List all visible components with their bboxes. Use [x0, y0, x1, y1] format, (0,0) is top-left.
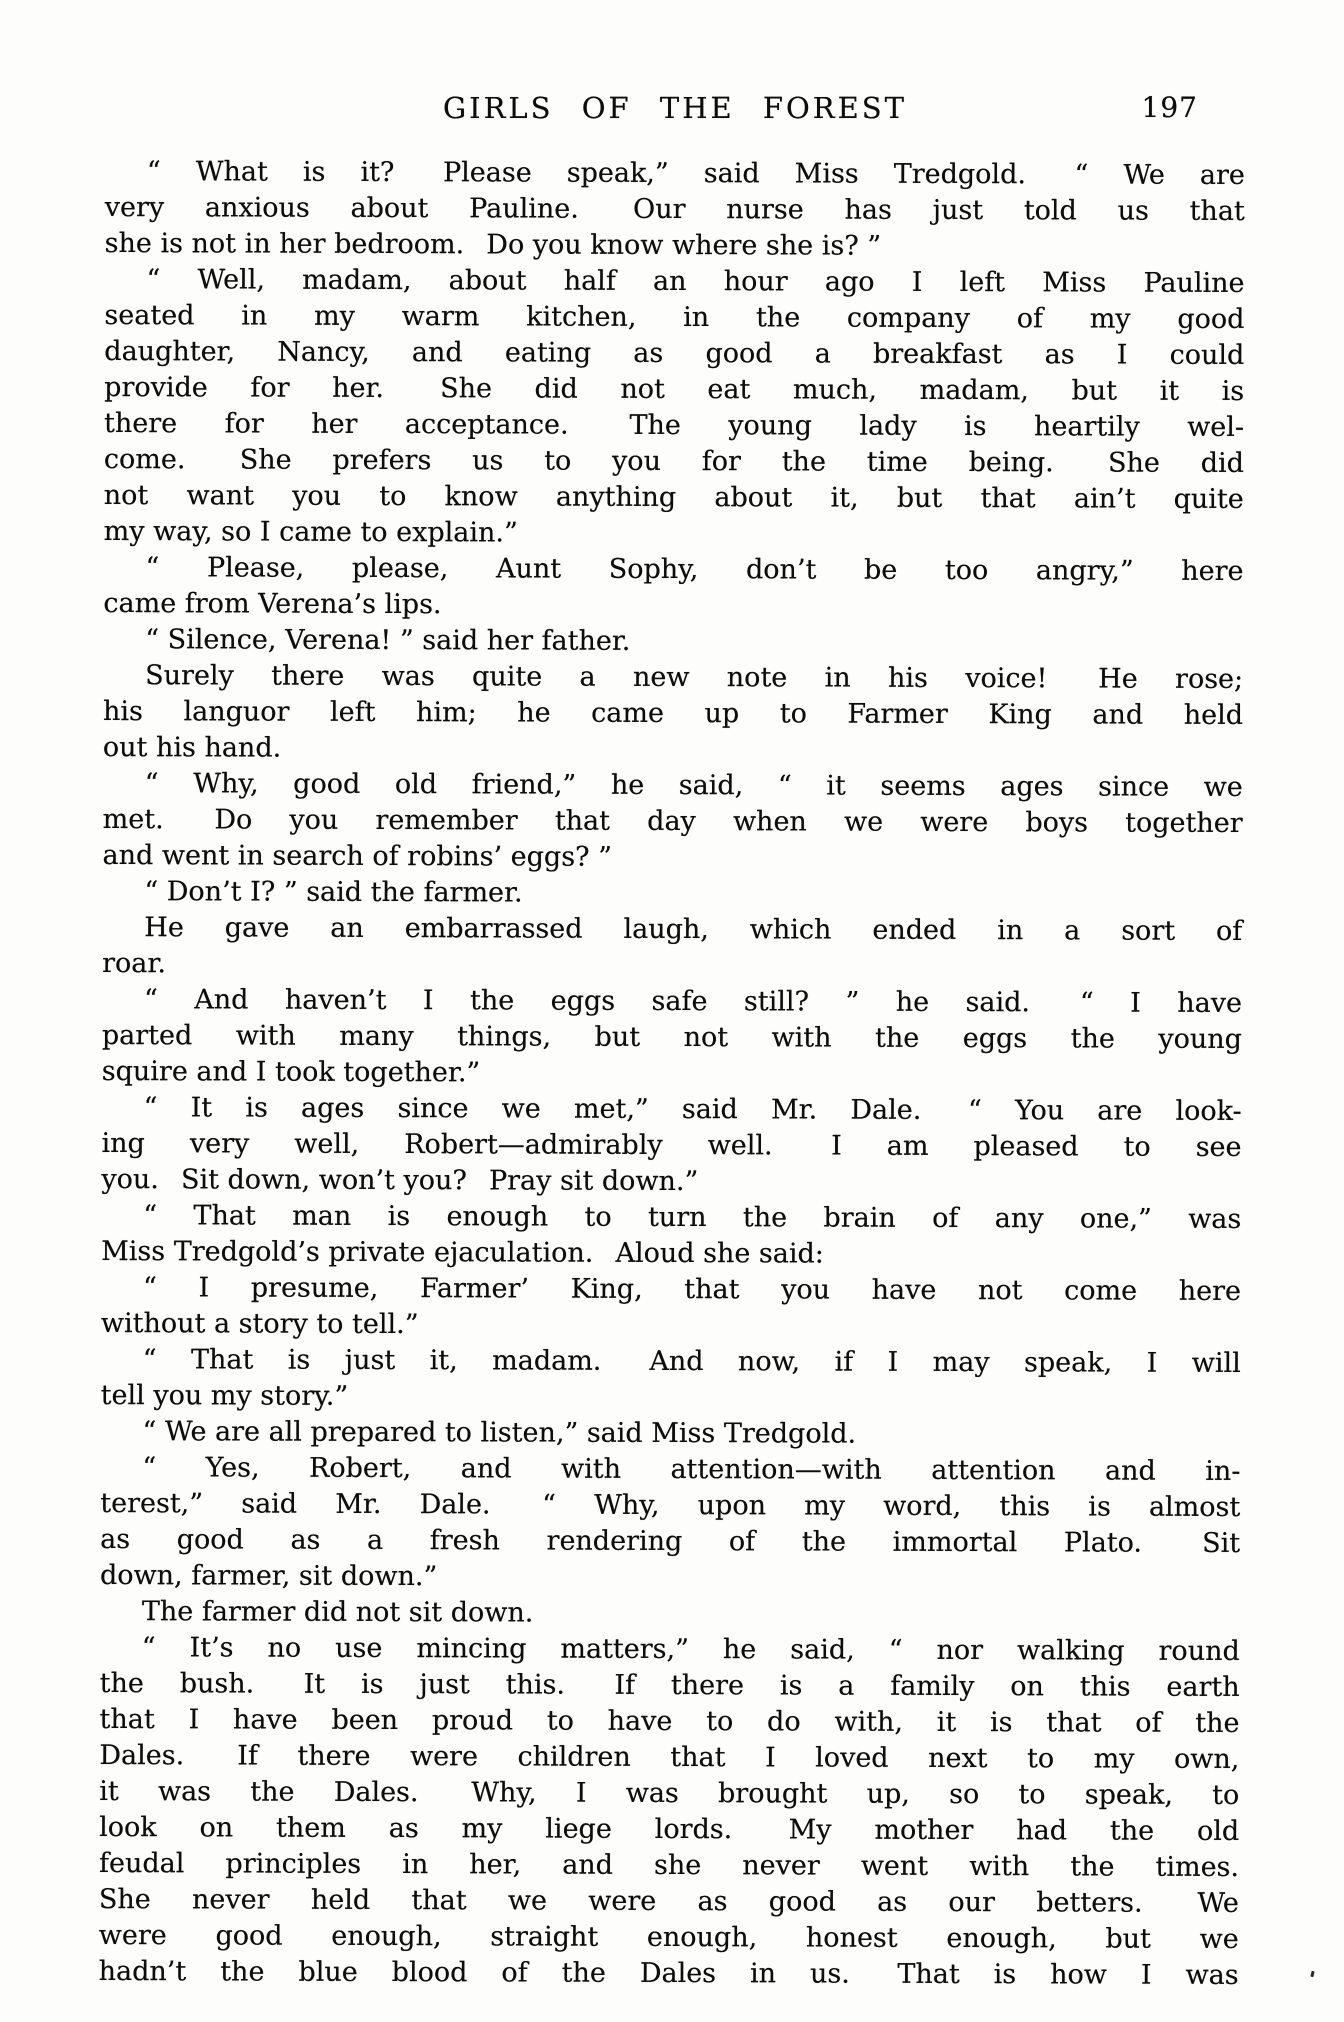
text-line: Miss Tredgold’s private ejaculation. Aloud she said: — [101, 1236, 824, 1270]
paragraph — [101, 1198, 1241, 1274]
paragraph — [103, 622, 1243, 662]
text-line: and went in search of robins’ eggs? ” — [102, 840, 612, 873]
text-line: feudal principles in her, and she never went with the times. — [98, 1848, 1240, 1883]
text-column — [99, 154, 1245, 1994]
paragraph — [100, 1594, 1240, 1634]
page-number: 197 — [1141, 91, 1198, 124]
text-line: “ Well, madam, about half an hour ago I left Miss Pauline — [146, 264, 1245, 299]
paragraph — [103, 550, 1243, 626]
text-line: parted with many things, but not with the eggs the young — [101, 1020, 1242, 1055]
text-line: you. Sit down, won’t you? Pray sit down.” — [101, 1164, 699, 1198]
text-line: “ What is it? Please speak,” said Miss Tredgold. “ We are — [146, 156, 1245, 191]
text-line: there for her acceptance. The young lady is heartily wel- — [104, 408, 1245, 443]
text-line: Surely there was quite a new note in his voice! He rose; — [145, 660, 1244, 695]
text-line: came from Verena’s lips. — [103, 588, 442, 621]
paragraph — [100, 1450, 1240, 1598]
text-line: tell you my story.” — [100, 1380, 349, 1412]
text-line: He gave an embarrassed laugh, which ended in a sort of — [144, 912, 1243, 947]
text-line: The farmer did not sit down. — [141, 1596, 534, 1629]
running-title: GIRLS OF THE FOREST — [442, 91, 908, 125]
text-line: “ That man is enough to turn the brain of any one,” was — [143, 1200, 1242, 1235]
text-line: very anxious about Pauline. Our nurse has just told us that — [104, 192, 1245, 227]
text-line: terest,” said Mr. Dale. “ Why, upon my word, this is almost — [100, 1488, 1241, 1523]
text-line: “ We are all prepared to listen,” said Miss Tredgold. — [142, 1416, 857, 1450]
text-line: daughter, Nancy, and eating as good a breakfast as I could — [104, 336, 1245, 371]
text-line: not want you to know anything about it, but that ain’t quite — [103, 480, 1244, 515]
text-line: down, farmer, sit down.” — [99, 1560, 438, 1593]
text-line: “ That is just it, madam. And now, if I may speak, I will — [142, 1344, 1241, 1379]
text-line: squire and I took together.” — [101, 1056, 481, 1089]
paragraph — [102, 982, 1242, 1094]
text-line: out his hand. — [102, 732, 282, 764]
running-header — [105, 86, 1245, 130]
text-line: “ It is ages since we met,” said Mr. Dale. “ You are look- — [143, 1092, 1242, 1127]
paragraph — [101, 1090, 1241, 1202]
text-line: his languor left him; he came up to Farmer King and held — [103, 696, 1244, 731]
text-line: were good enough, straight enough, honest enough, but we — [98, 1919, 1239, 1955]
text-line: look on them as my liege lords. My mother had the old — [99, 1812, 1240, 1847]
text-line: without a story to tell.” — [100, 1308, 419, 1341]
text-line: it was the Dales. Why, I was brought up, so to speak, to — [99, 1776, 1240, 1811]
text-line: She never held that we were as good as our betters. We — [98, 1883, 1239, 1919]
text-line: seated in my warm kitchen, in the company of my good — [104, 300, 1245, 335]
text-line: “ I presume, Farmer’ King, that you have not come here — [142, 1272, 1242, 1307]
paragraph — [103, 658, 1243, 770]
paragraph — [102, 874, 1242, 914]
text-line: come. She prefers us to you for the time being. She did — [103, 444, 1244, 479]
text-line: my way, so I came to explain.” — [103, 516, 518, 549]
text-line: “ It’s no use mincing matters,” he said, “ nor walking round — [141, 1632, 1240, 1667]
text-line: “ Why, good old friend,” he said, “ it seems ages since we — [144, 768, 1243, 803]
text-line: “ Silence, Verena! ” said her father. — [145, 624, 631, 657]
text-line: provide for her. She did not eat much, madam, but it is — [104, 372, 1245, 407]
paragraph — [104, 262, 1245, 554]
text-line: the bush. It is just this. If there is a family on this earth — [99, 1668, 1240, 1703]
text-line: Dales. If there were children that I loved next to my own, — [99, 1740, 1240, 1775]
paragraph — [102, 910, 1242, 986]
text-line: she is not in her bedroom. Do you know where she is? ” — [104, 228, 882, 262]
paragraph — [100, 1414, 1240, 1454]
text-line: “ Yes, Robert, and with attention—with attention and in- — [142, 1452, 1241, 1487]
text-line: “ Please, please, Aunt Sophy, don’t be too angry,” here — [145, 552, 1244, 587]
text-line: “ Don’t I? ” said the farmer. — [144, 876, 523, 909]
text-line: ing very well, Robert—admirably well. I am pleased to see — [101, 1128, 1242, 1163]
paragraph — [101, 1342, 1241, 1418]
text-line: hadn’t the blue blood of the Dales in us. That is how I was — [98, 1955, 1239, 1991]
paragraph — [101, 1270, 1241, 1346]
text-line: roar. — [102, 948, 167, 980]
text-line: that I have been proud to have to do with, it is that of the — [99, 1704, 1240, 1739]
paragraph — [99, 1630, 1240, 1994]
paragraph — [102, 766, 1242, 878]
text-line: “ And haven’t I the eggs safe still? ” he said. “ I have — [143, 984, 1243, 1019]
text-line: met. Do you remember that day when we were boys together — [102, 804, 1243, 839]
paragraph — [105, 154, 1245, 266]
text-line: as good as a fresh rendering of the immortal Plato. Sit — [100, 1524, 1241, 1559]
scan-speck-artifact — [1310, 1971, 1314, 1977]
